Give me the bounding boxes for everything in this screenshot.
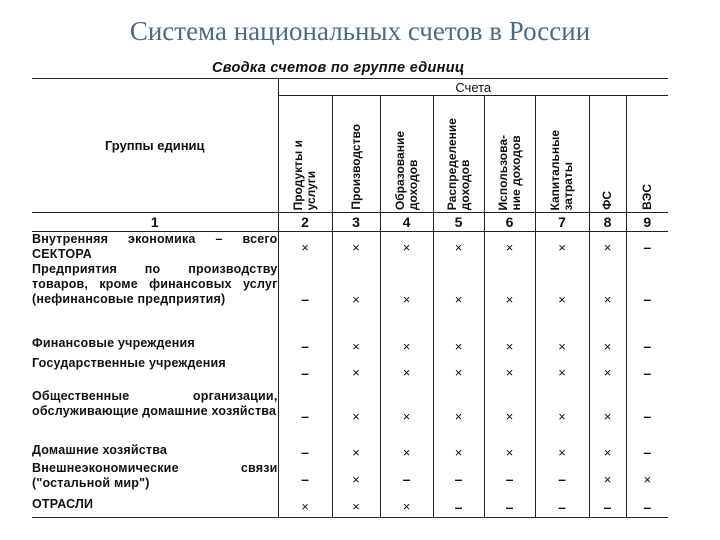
table-cell: – xyxy=(626,356,668,389)
table-cell: × xyxy=(380,336,433,356)
table-cell: – xyxy=(626,336,668,356)
table-cell: × xyxy=(535,443,589,461)
table-cell: × xyxy=(589,232,626,263)
table-row xyxy=(32,262,668,336)
column-number: 7 xyxy=(535,213,589,232)
table-cell: – xyxy=(278,336,332,356)
accounts-summary-table xyxy=(32,78,668,518)
groups-header: Группы единиц xyxy=(32,79,278,213)
accounts-header: Счета xyxy=(278,79,668,96)
table-cell: – xyxy=(626,443,668,461)
table-cell: × xyxy=(332,497,380,517)
table-cell: × xyxy=(589,356,626,389)
row-label: ОТРАСЛИ xyxy=(32,497,278,517)
table-cell: – xyxy=(535,461,589,497)
table-cell: – xyxy=(535,497,589,517)
table-cell: – xyxy=(278,356,332,389)
row-label: Внешнеэкономические связи ("остальной мир") xyxy=(32,461,278,490)
table-cell: × xyxy=(332,356,380,389)
column-number: 1 xyxy=(32,213,278,232)
table-cell: × xyxy=(535,389,589,443)
table-cell: – xyxy=(380,461,433,497)
table-cell: × xyxy=(535,262,589,336)
table-cell: – xyxy=(278,443,332,461)
table-cell: – xyxy=(278,262,332,336)
column-header: Капитальные затраты xyxy=(535,96,589,213)
table-cell: × xyxy=(535,232,589,263)
table-cell: × xyxy=(380,232,433,263)
row-label: Государственные учреждения xyxy=(32,356,226,370)
table-cell: × xyxy=(332,262,380,336)
table-cell: – xyxy=(433,461,484,497)
table-cell: × xyxy=(589,262,626,336)
row-label: Домашние хозяйства xyxy=(32,443,168,457)
table-cell: – xyxy=(626,262,668,336)
column-header: ВЭС xyxy=(626,96,668,213)
table-caption: Сводка счетов по группе единиц xyxy=(212,60,465,76)
column-header: Распределение доходов xyxy=(433,96,484,213)
column-number: 2 xyxy=(278,213,332,232)
table-row xyxy=(32,389,668,443)
row-label: Финансовые учреждения xyxy=(32,336,195,350)
table-cell: × xyxy=(380,262,433,336)
table-cell: – xyxy=(278,389,332,443)
table-cell: × xyxy=(484,262,535,336)
table-cell: × xyxy=(589,461,626,497)
row-label: Предприятия по производству товаров, кроме финансовых услуг (нефинансовые предприятия) xyxy=(32,262,278,306)
table-cell: × xyxy=(484,356,535,389)
table-cell: × xyxy=(380,356,433,389)
table-cell: × xyxy=(589,443,626,461)
table-cell: – xyxy=(626,497,668,517)
table-cell: × xyxy=(484,232,535,263)
column-number: 6 xyxy=(484,213,535,232)
table-cell: – xyxy=(589,497,626,517)
table-cell: × xyxy=(535,336,589,356)
table-row xyxy=(32,232,668,263)
table-cell: × xyxy=(380,497,433,517)
table-cell: – xyxy=(484,461,535,497)
table-cell: × xyxy=(589,336,626,356)
column-header: Производство xyxy=(332,96,380,213)
column-number: 3 xyxy=(332,213,380,232)
column-header: Продукты и услуги xyxy=(278,96,332,213)
table-cell: × xyxy=(278,497,332,517)
table-cell: × xyxy=(433,262,484,336)
table-cell: × xyxy=(332,389,380,443)
table-cell: – xyxy=(433,497,484,517)
table-cell: × xyxy=(278,232,332,263)
table-cell: – xyxy=(626,232,668,263)
slide-title: Система национальных счетов в России xyxy=(129,16,591,46)
table-cell: × xyxy=(433,356,484,389)
table-row xyxy=(32,461,668,497)
table-row xyxy=(32,497,668,517)
table-cell: × xyxy=(433,389,484,443)
table-cell: × xyxy=(380,443,433,461)
column-header: ФС xyxy=(589,96,626,213)
table-cell: – xyxy=(484,497,535,517)
column-header: Образование доходов xyxy=(380,96,433,213)
table-cell: × xyxy=(332,443,380,461)
table-cell: × xyxy=(332,232,380,263)
table-cell: – xyxy=(626,389,668,443)
table-cell: × xyxy=(484,443,535,461)
table-row xyxy=(32,336,668,356)
column-header: Использова- ние доходов xyxy=(484,96,535,213)
table-cell: × xyxy=(589,389,626,443)
table-cell: × xyxy=(433,232,484,263)
column-number: 9 xyxy=(626,213,668,232)
table-cell: × xyxy=(433,336,484,356)
table-cell: – xyxy=(278,461,332,497)
table-cell: × xyxy=(484,336,535,356)
table-row xyxy=(32,443,668,461)
column-number: 8 xyxy=(589,213,626,232)
table-cell: × xyxy=(332,461,380,497)
column-number: 4 xyxy=(380,213,433,232)
table-cell: × xyxy=(433,443,484,461)
table-cell: × xyxy=(332,336,380,356)
table-cell: × xyxy=(535,356,589,389)
row-label: Внутренняя экономика – всего СЕКТОРА xyxy=(32,232,278,261)
table-cell: × xyxy=(380,389,433,443)
row-label: Общественные организации, обслуживающие домашние хозяйства xyxy=(32,389,278,418)
table-cell: × xyxy=(484,389,535,443)
table-row xyxy=(32,356,668,389)
table-cell: × xyxy=(626,461,668,497)
column-number: 5 xyxy=(433,213,484,232)
